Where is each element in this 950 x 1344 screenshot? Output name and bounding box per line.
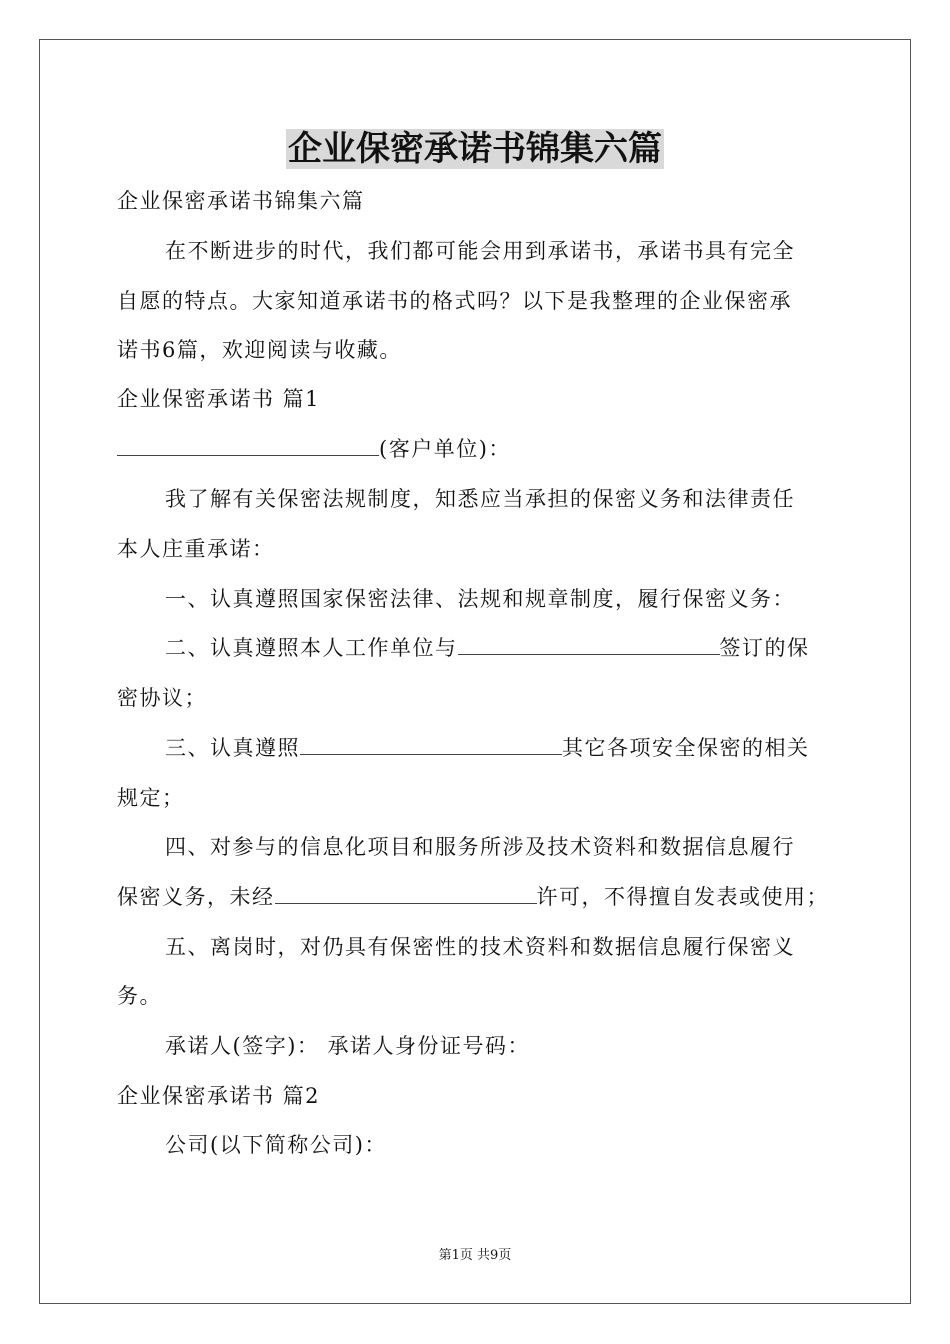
item4-line-1: 四、对参与的信息化项目和服务所涉及技术资料和数据信息履行 <box>165 835 795 859</box>
client-label: (客户单位)： <box>379 437 511 461</box>
para1-line-2: 本人庄重承诺： <box>117 537 275 561</box>
item2-line-1 <box>165 633 810 663</box>
section2-line-1: 公司(以下简称公司)： <box>165 1133 387 1157</box>
section2-heading: 企业保密承诺书 篇2 <box>117 1084 321 1108</box>
subtitle: 企业保密承诺书锦集六篇 <box>117 189 365 213</box>
page-border <box>39 39 911 1304</box>
item5-line-1: 五、离岗时，对仍具有保密性的技术资料和数据信息履行保密义 <box>165 935 795 959</box>
item2-blank <box>458 634 720 655</box>
item3-line-2: 规定； <box>117 786 185 810</box>
item4-line-2 <box>117 882 829 912</box>
document-title <box>0 126 950 172</box>
intro-line-1: 在不断进步的时代，我们都可能会用到承诺书，承诺书具有完全 <box>165 239 795 263</box>
item3-a: 三、认真遵照 <box>165 736 300 760</box>
item1: 一、认真遵照国家保密法律、法规和规章制度，履行保密义务： <box>165 587 795 611</box>
intro-line-3: 诺书6篇，欢迎阅读与收藏。 <box>117 338 402 362</box>
item2-line-2: 密协议； <box>117 686 207 710</box>
item3-blank <box>300 734 562 755</box>
document-title-text: 企业保密承诺书锦集六篇 <box>288 129 662 169</box>
intro-line-2: 自愿的特点。大家知道承诺书的格式吗？以下是我整理的企业保密承 <box>117 289 792 313</box>
page-footer: 第1页 共9页 <box>438 1248 512 1263</box>
item4-c: 许可，不得擅自发表或使用； <box>536 885 829 909</box>
item4-blank <box>275 883 537 904</box>
item2-a: 二、认真遵照本人工作单位与 <box>165 636 458 660</box>
client-blank <box>117 435 379 456</box>
item4-b: 保密义务，未经 <box>117 885 275 909</box>
item2-b: 签订的保 <box>719 636 810 660</box>
item5-line-2: 务。 <box>117 984 162 1008</box>
item3-b: 其它各项安全保密的相关 <box>562 736 810 760</box>
client-line <box>117 434 511 464</box>
item3-line-1 <box>165 733 810 763</box>
signature-line: 承诺人(签字)： 承诺人身份证号码： <box>165 1034 531 1058</box>
para1-line-1: 我了解有关保密法规制度，知悉应当承担的保密义务和法律责任 <box>165 487 795 511</box>
section1-heading: 企业保密承诺书 篇1 <box>117 387 321 411</box>
